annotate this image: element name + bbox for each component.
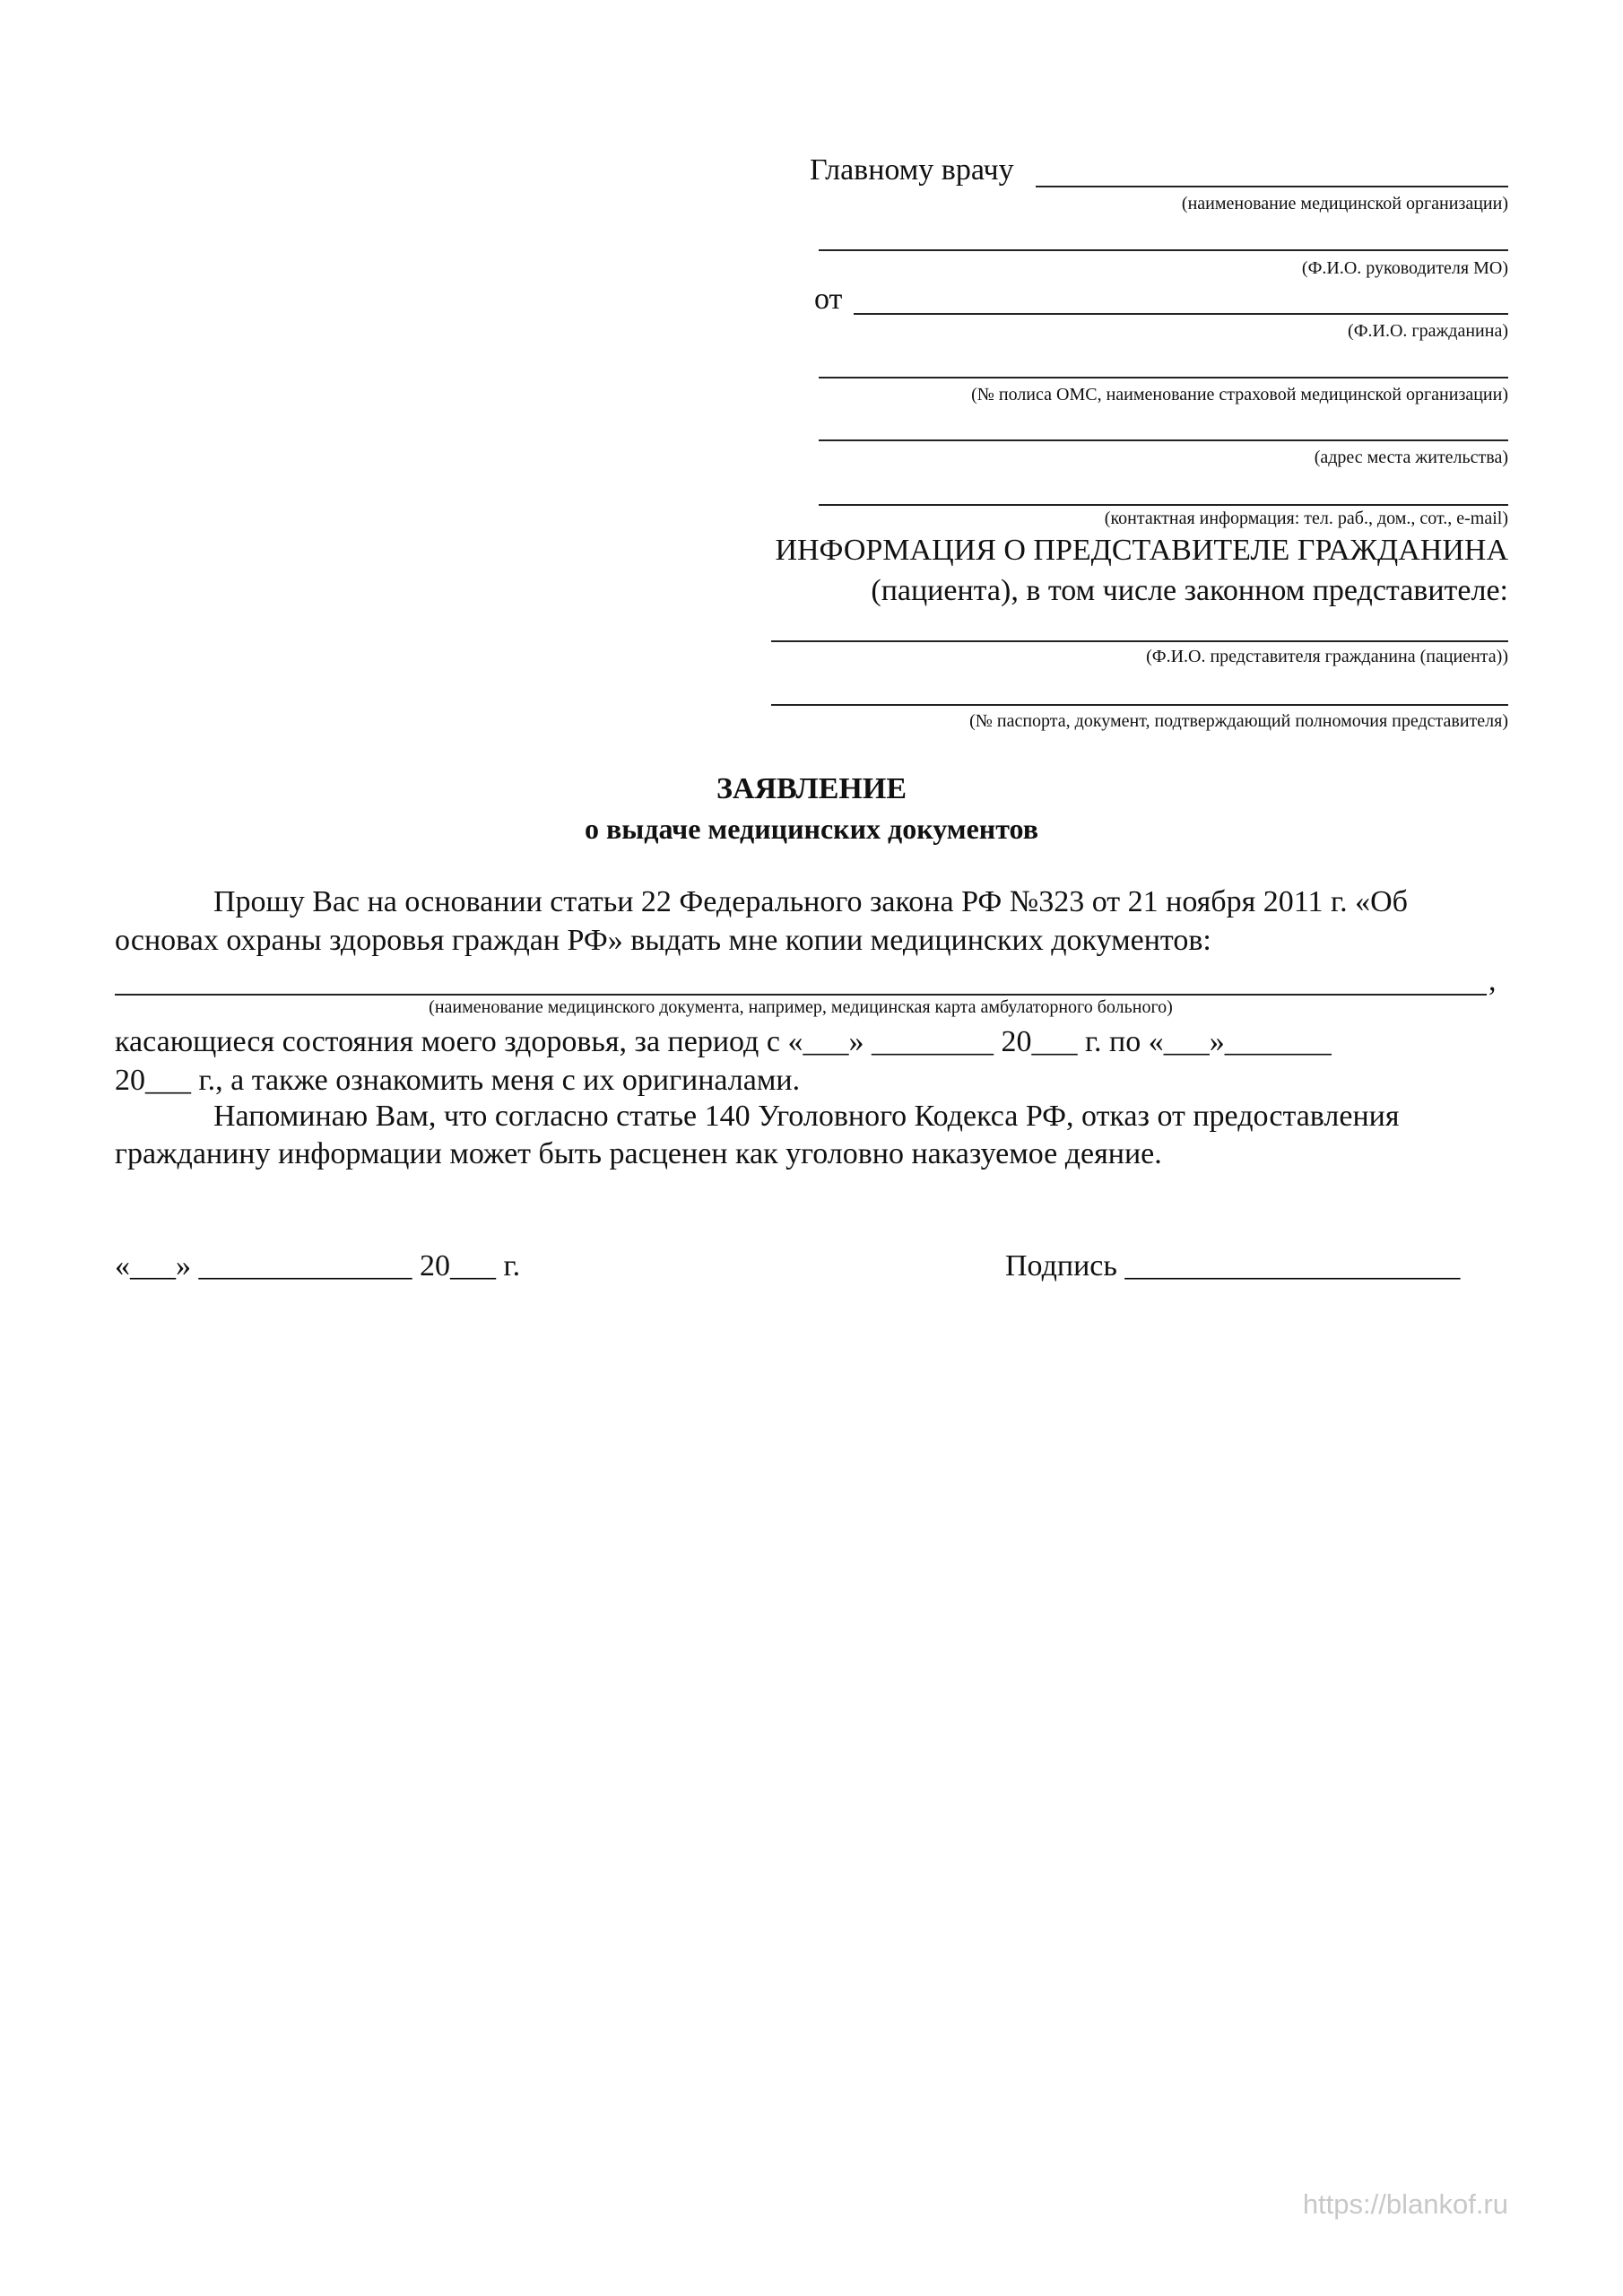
document-name-field[interactable] (115, 994, 1487, 996)
document-subtitle: о выдаче медицинских документов (585, 813, 1038, 845)
caption-contacts: (контактная информация: тел. раб., дом., сот., e-mail) (1104, 509, 1508, 528)
caption-address: (адрес места жительства) (1314, 448, 1508, 467)
caption-document-name: (наименование медицинского документа, например, медицинская карта амбулаторного больного) (429, 997, 1173, 1017)
date-field[interactable]: «___» ______________ 20___ г. (115, 1249, 521, 1283)
caption-rep-passport: (№ паспорта, документ, подтверждающий полномочия представителя) (969, 711, 1508, 731)
rep-name-field[interactable] (771, 640, 1508, 642)
paragraph-3-line-2: гражданину информации может быть расценен как уголовно наказуемое деяние. (115, 1137, 1162, 1170)
contacts-field[interactable] (819, 504, 1508, 506)
paragraph-1-line-2: основах охраны здоровья граждан РФ» выдать мне копии медицинских документов: (115, 924, 1211, 957)
watermark-url: https://blankof.ru (1302, 2188, 1508, 2220)
head-name-field[interactable] (819, 249, 1508, 251)
rep-heading-line2: (пациента), в том числе законном представителе: (871, 574, 1508, 607)
caption-rep-name: (Ф.И.О. представителя гражданина (пациента)) (1146, 647, 1508, 666)
chief-doctor-label: Главному врачу (810, 153, 1014, 187)
document-title: ЗАЯВЛЕНИЕ (716, 772, 907, 805)
caption-org: (наименование медицинской организации) (1181, 194, 1508, 213)
paragraph-3-line-1: Напоминаю Вам, что согласно статье 140 Уголовного Кодекса РФ, отказ от предоставления (213, 1100, 1400, 1133)
caption-policy: (№ полиса ОМС, наименование страховой медицинской организации) (971, 385, 1508, 404)
org-name-field[interactable] (1036, 186, 1508, 187)
comma: , (1488, 964, 1497, 997)
paragraph-1-line-1: Прошу Вас на основании статьи 22 Федерального закона РФ №323 от 21 ноября 2011 г. «Об (213, 885, 1408, 918)
paragraph-2-line-2: 20___ г., а также ознакомить меня с их оригиналами. (115, 1064, 801, 1097)
rep-passport-field[interactable] (771, 704, 1508, 706)
address-field[interactable] (819, 439, 1508, 441)
caption-citizen: (Ф.И.О. гражданина) (1348, 321, 1508, 341)
from-label: от (814, 283, 843, 316)
signature-field[interactable]: Подпись ______________________ (1005, 1249, 1461, 1283)
rep-heading-line1: ИНФОРМАЦИЯ О ПРЕДСТАВИТЕЛЕ ГРАЖДАНИНА (775, 534, 1508, 567)
caption-head: (Ф.И.О. руководителя МО) (1301, 258, 1508, 278)
policy-field[interactable] (819, 377, 1508, 378)
citizen-name-field[interactable] (854, 313, 1508, 315)
paragraph-2-line-1: касающиеся состояния моего здоровья, за период с «___» ________ 20___ г. по «___»_______ (115, 1025, 1332, 1058)
